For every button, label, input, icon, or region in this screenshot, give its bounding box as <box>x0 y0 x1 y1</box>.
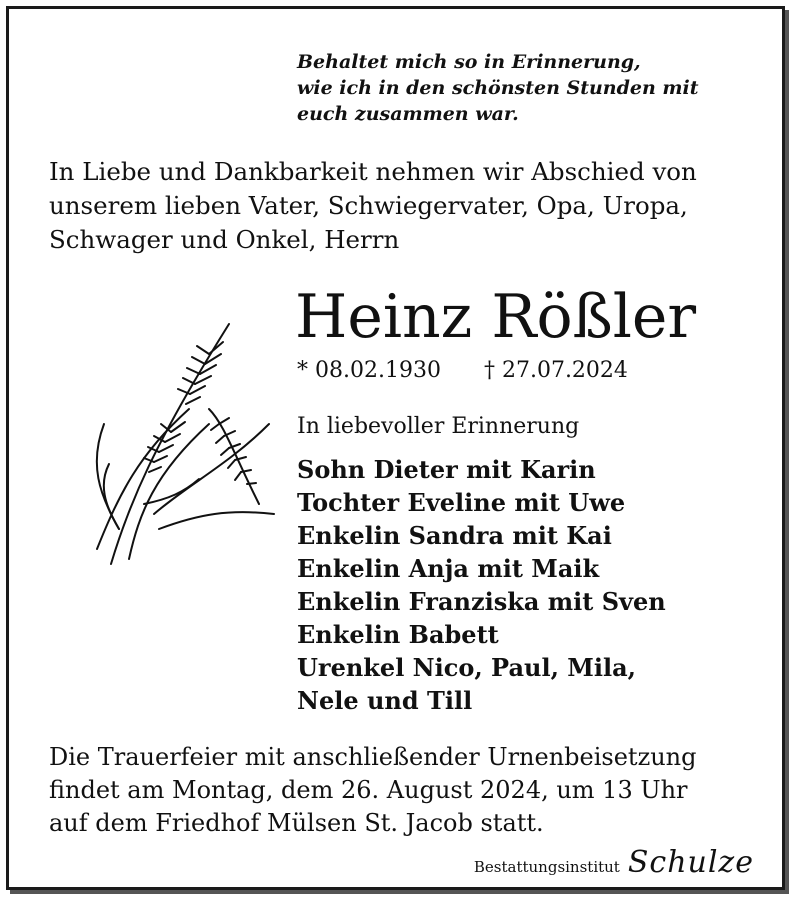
remembrance-heading: In liebevoller Erinnerung <box>297 414 580 439</box>
mourner-line: Nele und Till <box>297 686 473 715</box>
funeral-service-info <box>49 741 774 840</box>
quote-line: Behaltet mich so in Erinnerung, <box>297 51 641 73</box>
intro-line: unserem lieben Vater, Schwiegervater, Opa, Uropa, <box>49 191 688 220</box>
mourner-line: Tochter Eveline mit Uwe <box>297 488 626 517</box>
life-dates <box>297 355 628 387</box>
intro-line: In Liebe und Dankbarkeit nehmen wir Abschied von <box>49 157 697 186</box>
service-line: auf dem Friedhof Mülsen St. Jacob statt. <box>49 809 544 837</box>
quote-line: euch zusammen war. <box>297 103 519 125</box>
quote-line: wie ich in den schönsten Stunden mit <box>297 77 699 99</box>
birth-date: * 08.02.1930 <box>297 358 441 383</box>
undertaker-signature <box>474 845 754 880</box>
mourners-list <box>297 453 666 717</box>
deceased-name: Heinz Rößler <box>295 282 697 352</box>
mourner-line: Enkelin Franziska mit Sven <box>297 587 666 616</box>
mourner-line: Enkelin Babett <box>297 620 499 649</box>
intro-line: Schwager und Onkel, Herrn <box>49 225 400 254</box>
farewell-intro <box>49 155 774 257</box>
death-date: † 27.07.2024 <box>483 358 628 383</box>
mourner-line: Enkelin Sandra mit Kai <box>297 521 612 550</box>
service-line: Die Trauerfeier mit anschließender Urnenbeisetzung <box>49 743 697 771</box>
obituary-frame <box>6 6 785 890</box>
mourner-line: Urenkel Nico, Paul, Mila, <box>297 653 636 682</box>
wheat-ears-icon <box>59 314 279 578</box>
service-line: findet am Montag, dem 26. August 2024, um 13 Uhr <box>49 776 688 804</box>
mourner-line: Sohn Dieter mit Karin <box>297 455 596 484</box>
memorial-quote <box>297 49 699 127</box>
undertaker-logo: Schulze <box>627 845 754 880</box>
mourner-line: Enkelin Anja mit Maik <box>297 554 600 583</box>
undertaker-label: Bestattungsinstitut <box>473 858 620 876</box>
